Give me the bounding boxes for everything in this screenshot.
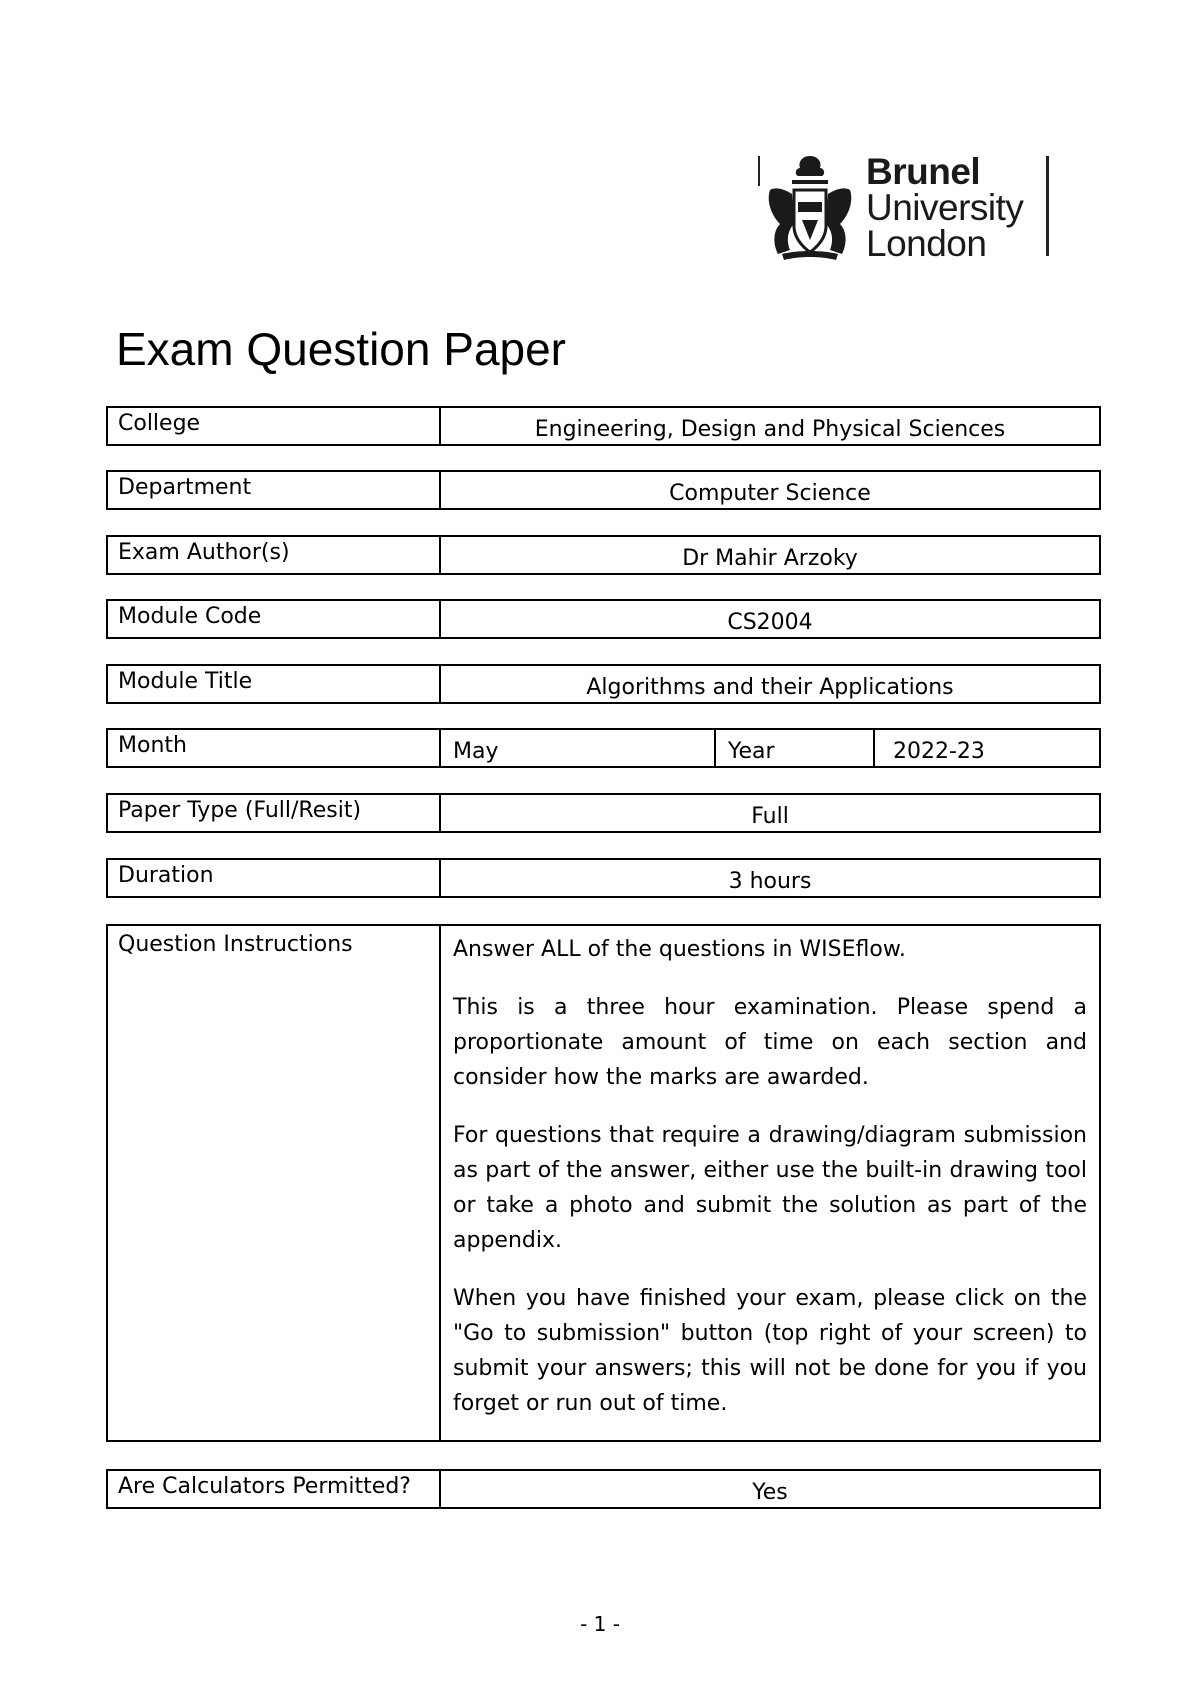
department-value: Computer Science	[669, 480, 871, 506]
instruction-paragraph: For questions that require a drawing/diagram submission as part of the answer, either use the built-in drawing tool or take a photo and submit the solution as part of the appendix.	[453, 1123, 1087, 1253]
department-row	[106, 470, 1101, 510]
module-code-label: Module Code	[108, 601, 441, 637]
logo-wordmark: Brunel University London	[866, 151, 1024, 264]
logo-divider-right	[1046, 156, 1049, 256]
calculators-value: Yes	[752, 1479, 788, 1505]
paper-type-row	[106, 793, 1101, 833]
logo-divider-left	[758, 156, 760, 186]
instruction-paragraph: When you have finished your exam, please click on the "Go to submission" button (top right of your screen) to submit your answers; this will not be done for you if you forget or run out of time.	[453, 1286, 1087, 1416]
module-title-value: Algorithms and their Applications	[586, 674, 954, 700]
page-number: - 1 -	[580, 1612, 620, 1636]
month-label: Month	[108, 730, 441, 766]
module-code-row	[106, 599, 1101, 639]
calculators-row	[106, 1469, 1101, 1509]
college-label: College	[108, 408, 441, 444]
instructions-text	[441, 926, 1099, 1440]
instruction-paragraph: This is a three hour examination. Please spend a proportionate amount of time on each section and consider how the marks are awarded.	[453, 995, 1087, 1090]
month-value: May	[441, 730, 716, 766]
instruction-paragraph: Answer ALL of the questions in WISEflow.	[453, 937, 906, 962]
authors-label: Exam Author(s)	[108, 537, 441, 573]
calculators-label: Are Calculators Permitted?	[108, 1471, 441, 1507]
authors-row	[106, 535, 1101, 575]
authors-value: Dr Mahir Arzoky	[682, 545, 858, 571]
year-label: Year	[716, 730, 875, 766]
duration-label: Duration	[108, 860, 441, 896]
duration-value: 3 hours	[728, 868, 812, 894]
instructions-row	[106, 924, 1101, 1442]
college-value: Engineering, Design and Physical Sciences	[534, 416, 1006, 442]
brunel-logo	[762, 150, 1052, 262]
coat-of-arms-icon	[762, 150, 858, 262]
paper-type-label: Paper Type (Full/Resit)	[108, 795, 441, 831]
duration-row	[106, 858, 1101, 898]
module-title-row	[106, 664, 1101, 704]
year-value: 2022-23	[893, 738, 985, 764]
page-title: Exam Question Paper	[116, 323, 567, 375]
month-year-row	[106, 728, 1101, 768]
module-title-label: Module Title	[108, 666, 441, 702]
instructions-label: Question Instructions	[108, 926, 441, 1440]
module-code-value: CS2004	[727, 609, 813, 635]
department-label: Department	[108, 472, 441, 508]
paper-type-value: Full	[751, 803, 789, 829]
college-row	[106, 406, 1101, 446]
